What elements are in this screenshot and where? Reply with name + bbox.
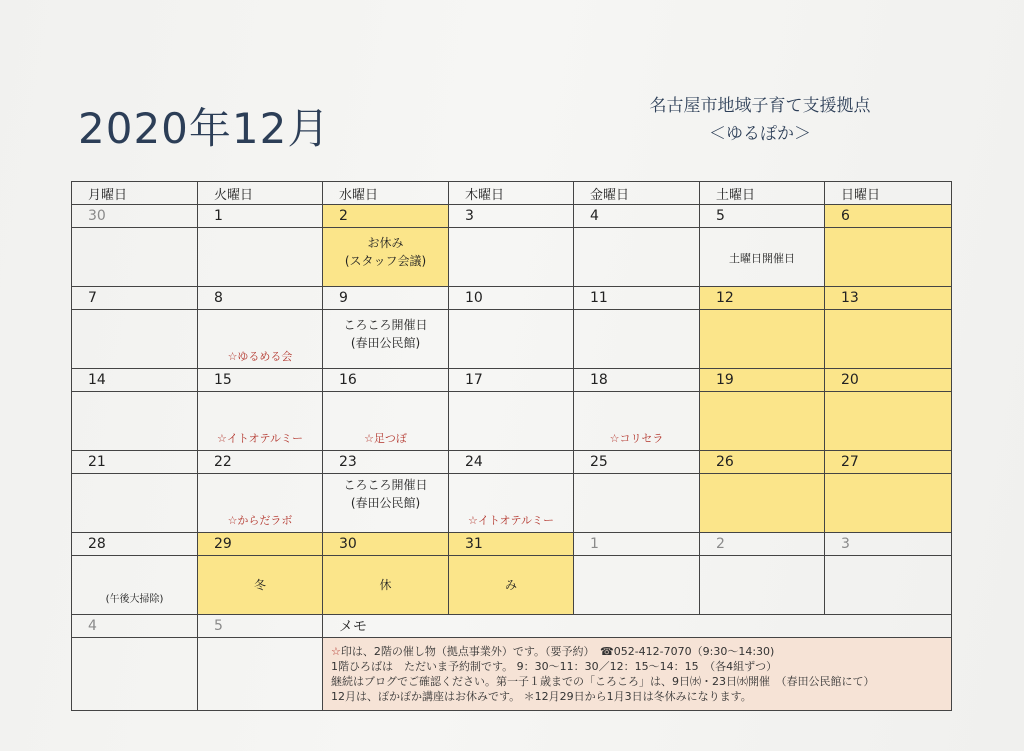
event-text: ころころ開催日 [343,478,428,492]
event-cell [449,310,574,369]
event-text: (春田公民館) [350,496,421,510]
date-cell: 27 [825,451,952,474]
star-icon: ☆ [331,645,341,658]
week6-dates [72,615,952,638]
event-cell [323,474,449,533]
event-cell [700,228,825,287]
event-cell [72,638,198,711]
event-text: ころころ開催日 [343,318,428,332]
event-text: お休み [367,236,404,250]
date-cell: 1 [198,205,323,228]
weekday-mon: 月曜日 [72,182,198,205]
date-cell: 21 [72,451,198,474]
week5-events [72,556,952,615]
date-cell: 22 [198,451,323,474]
week5-dates [72,533,952,556]
date-cell: 13 [825,287,952,310]
date-cell: 7 [72,287,198,310]
event-text: ☆イトオテルミー [217,432,303,445]
memo-content [323,638,952,711]
event-cell [574,228,700,287]
event-cell [574,556,700,615]
date-cell: 31 [449,533,574,556]
date-cell: 24 [449,451,574,474]
event-cell [323,310,449,369]
date-cell: 12 [700,287,825,310]
memo-text: 印は、2階の催し物（拠点事業外）です。（要予約） ☎052-412-7070（9:30〜14:30) [340,645,775,658]
event-cell [574,392,700,451]
date-cell: 9 [323,287,449,310]
week6-memo-row [72,638,952,711]
organization-line2: ＜ゆるぽか＞ [709,124,811,144]
event-cell [574,310,700,369]
event-text: (春田公民館) [350,336,421,350]
weekday-tue: 火曜日 [198,182,323,205]
weekday-fri: 金曜日 [574,182,700,205]
date-cell: 23 [323,451,449,474]
event-cell [825,310,952,369]
calendar-table [71,181,952,711]
date-cell: 11 [574,287,700,310]
event-cell [825,392,952,451]
date-cell: 8 [198,287,323,310]
event-text: ☆からだラボ [227,514,293,527]
week4-events [72,474,952,533]
weekday-thu: 木曜日 [449,182,574,205]
event-cell [449,474,574,533]
date-cell: 2 [700,533,825,556]
event-cell [323,556,449,615]
event-text: (午後大掃除) [105,594,164,605]
week3-events [72,392,952,451]
memo-label: メモ [323,615,952,638]
event-text: (スタッフ会議) [344,254,427,268]
event-cell [700,310,825,369]
date-cell: 5 [700,205,825,228]
event-text: み [504,578,517,592]
date-cell: 26 [700,451,825,474]
event-cell [198,474,323,533]
event-cell [574,474,700,533]
weekday-sat: 土曜日 [700,182,825,205]
date-cell: 2 [323,205,449,228]
date-cell: 3 [449,205,574,228]
date-cell: 6 [825,205,952,228]
weekday-wed: 水曜日 [323,182,449,205]
page-title: 2020年12月 [78,104,331,153]
event-cell [72,392,198,451]
event-text: ☆イトオテルミー [468,514,554,527]
event-cell [198,638,323,711]
week1-dates [72,205,952,228]
event-cell [323,228,449,287]
memo-line: 12月は、ぽかぽか講座はお休みです。 ＊12月29日から1月3日は冬休みになります。 [331,690,752,703]
event-cell [825,474,952,533]
event-text: ☆ゆるめる会 [227,350,293,363]
date-cell: 30 [323,533,449,556]
event-cell [198,556,323,615]
memo-line [331,644,943,659]
event-cell [700,392,825,451]
memo-line: 1階ひろばは ただいま予約制です。 9：30〜11：30／12：15〜14：15 （各4組ずつ） [331,660,778,673]
date-cell: 29 [198,533,323,556]
date-cell: 30 [72,205,198,228]
date-cell: 1 [574,533,700,556]
week3-dates [72,369,952,392]
week1-events [72,228,952,287]
date-cell: 19 [700,369,825,392]
date-cell: 10 [449,287,574,310]
date-cell: 20 [825,369,952,392]
event-text: ☆コリセラ [609,432,664,445]
event-cell [449,228,574,287]
date-cell: 5 [198,615,323,638]
event-cell [198,392,323,451]
event-text: 休 [379,578,392,592]
date-cell: 15 [198,369,323,392]
weekday-sun: 日曜日 [825,182,952,205]
week4-dates [72,451,952,474]
date-cell: 28 [72,533,198,556]
event-cell [449,556,574,615]
weekday-header-row [72,182,952,205]
date-cell: 4 [72,615,198,638]
organization-line1: 名古屋市地域子育て支援拠点 [649,96,871,116]
date-cell: 14 [72,369,198,392]
event-text: 冬 [253,578,266,592]
date-cell: 18 [574,369,700,392]
event-cell [72,556,198,615]
event-cell [323,392,449,451]
memo-line: 継続はブログでご確認ください。第一子１歳までの「ころころ」は、9日㈬・23日㈬開催 （春田公民館にて） [331,675,875,688]
event-text: ☆足つぼ [364,432,407,445]
week2-dates [72,287,952,310]
week2-events [72,310,952,369]
date-cell: 16 [323,369,449,392]
event-cell [72,228,198,287]
event-cell [72,310,198,369]
event-cell [449,392,574,451]
event-cell [825,228,952,287]
event-cell [825,556,952,615]
organization-name [600,92,920,148]
date-cell: 25 [574,451,700,474]
event-cell [700,474,825,533]
date-cell: 17 [449,369,574,392]
date-cell: 3 [825,533,952,556]
date-cell: 4 [574,205,700,228]
event-cell [700,556,825,615]
event-text: 土曜日開催日 [729,252,795,265]
event-cell [198,310,323,369]
event-cell [198,228,323,287]
event-cell [72,474,198,533]
